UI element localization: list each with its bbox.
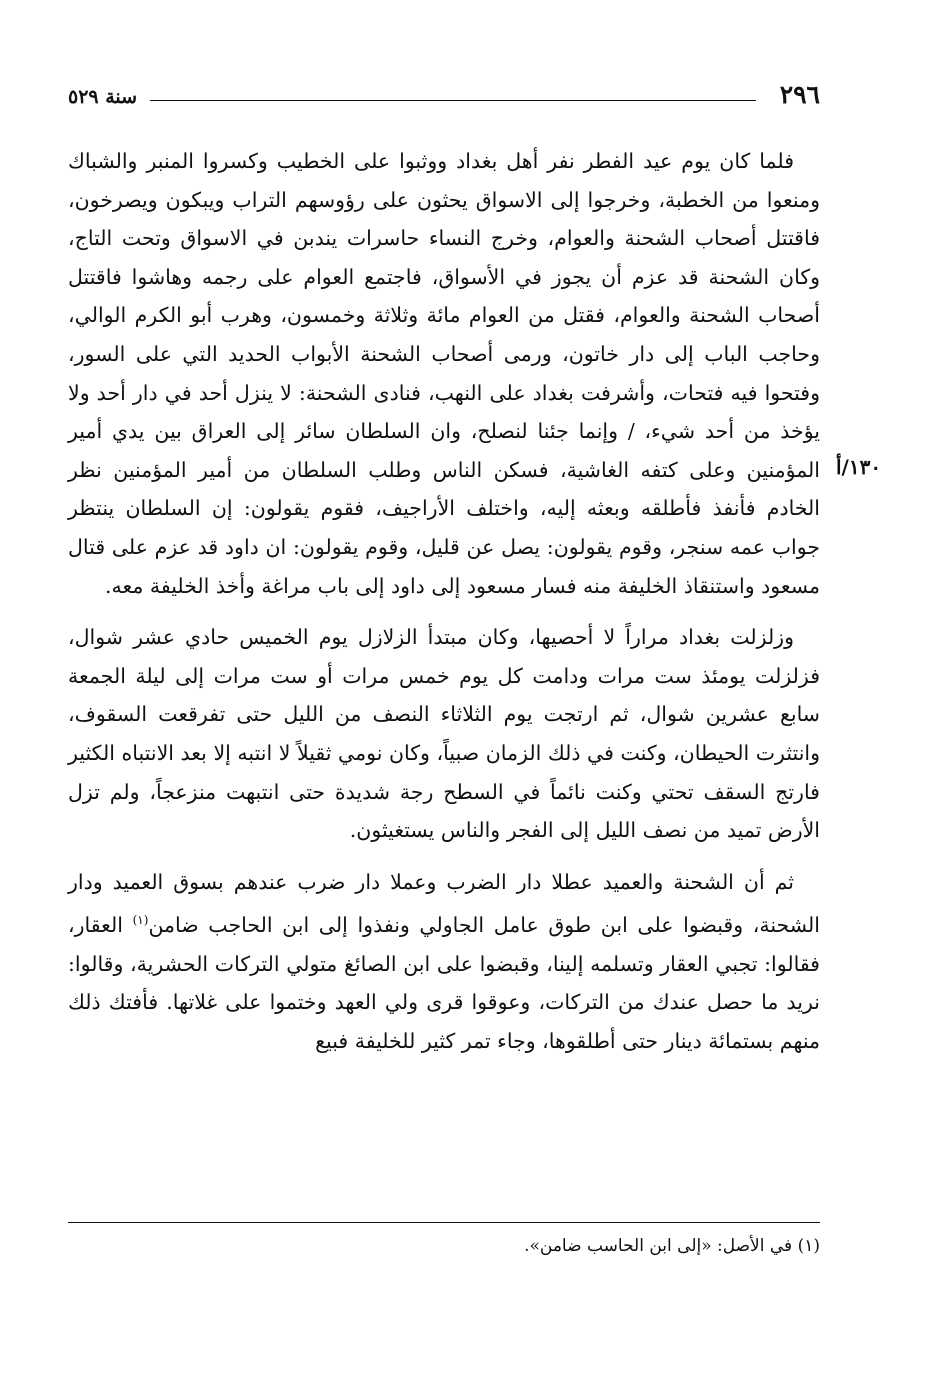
paragraph-mint-text-after-note: العقار، فقالوا: تجبي العقار وتسلمه إلينا، وقبضوا على ابن الصائغ متولي التركات الحشرية، وقالوا: نريد ما حصل عندك من التركات، وعوقوا قرى ولي العهد وختموا على غلاتها. فأفتك ذلك منهم بستمائة دينار حتى أطلقوها، وجاء تمر كثير للخليفة فبيع [68, 913, 820, 1053]
paragraph-mint [68, 863, 820, 1061]
page-number: ٢٩٦ [779, 80, 820, 109]
footnote: (١) في الأصل: «إلى ابن الحاسب ضامن». [524, 1236, 820, 1256]
footnote-rule [68, 1222, 820, 1223]
paragraph-riot: فلما كان يوم عيد الفطر نفر أهل بغداد ووثبوا على الخطيب وكسروا المنبر والشباك ومنعوا من الخطبة، وخرجوا إلى الاسواق يحثون على رؤوسهم التراب ويبكون ويصرخون، فاقتتل أصحاب الشحنة والعوام، وخرج النساء حاسرات يندبن في الاسواق وتحت التاج، وكان الشحنة قد عزم أن يجوز في الأسواق، فاجتمع العوام على رجمه وهاشوا فاقتتل أصحاب الشحنة والعوام، فقتل من العوام مائة وثلاثة وخمسون، وهرب أبو الكرم الوالي، وحاجب الباب إلى دار خاتون، ورمى أصحاب الشحنة الأبواب الحديد التي على السور، وفتحوا فيه فتحات، وأشرفت بغداد على النهب، فنادى الشحنة: لا ينزل أحد في دار أحد ولا يؤخذ من أحد شيء، / وإنما جئنا لنصلح، وان السلطان سائر إلى العراق بين يدي أمير المؤمنين وعلى كتفه الغاشية، فسكن الناس وطلب السلطان من أمير المؤمنين نظر الخادم فأنفذ فأطلقه وبعثه إليه، واختلف الأراجيف، فقوم يقولون: إن السلطان ينتظر جواب عمه سنجر، وقوم يقولون: يصل عن قليل، وقوم يقولون: ان داود قد عزم على قتال مسعود واستنقاذ الخليفة منه فسار مسعود إلى داود إلى باب مراغة وأخذ الخليفة معه. [68, 149, 820, 598]
header-rule [150, 100, 756, 101]
body-text [68, 142, 820, 1060]
footnote-marker: (١) [132, 913, 149, 928]
margin-folio-note: ١٣٠/أ [836, 455, 882, 479]
paragraph-mint-text-before-note: ثم أن الشحنة والعميد عطلا دار الضرب وعملا دار ضرب عندهم بسوق العميد ودار الشحنة، وقبضوا على ابن طوق عامل الجاولي ونفذوا إلى ابن الحاجب ضامن [68, 869, 820, 938]
page-header [68, 78, 820, 118]
running-head-year: سنة ٥٢٩ [68, 86, 138, 108]
paragraph-earthquake: وزلزلت بغداد مراراً لا أحصيها، وكان مبتدأ الزلازل يوم الخميس حادي عشر شوال، فزلزلت يومئذ ست مرات ودامت كل يوم خمس مرات أو ست مرات إلى ليلة الجمعة سابع عشرين شوال، ثم ارتجت يوم الثلاثاء النصف من الليل حتى تفرقعت السقوف، وانتثرت الحيطان، وكنت في ذلك الزمان صبياً، وكان نومي ثقيلاً لا انتبه إلا بعد الانتباه الكثير فارتج السقف تحتي وكنت نائماً في السطح رجة شديدة حتى انتبهت منزعجاً، ولم تزل الأرض تميد من نصف الليل إلى الفجر والناس يستغيثون. [68, 625, 820, 843]
